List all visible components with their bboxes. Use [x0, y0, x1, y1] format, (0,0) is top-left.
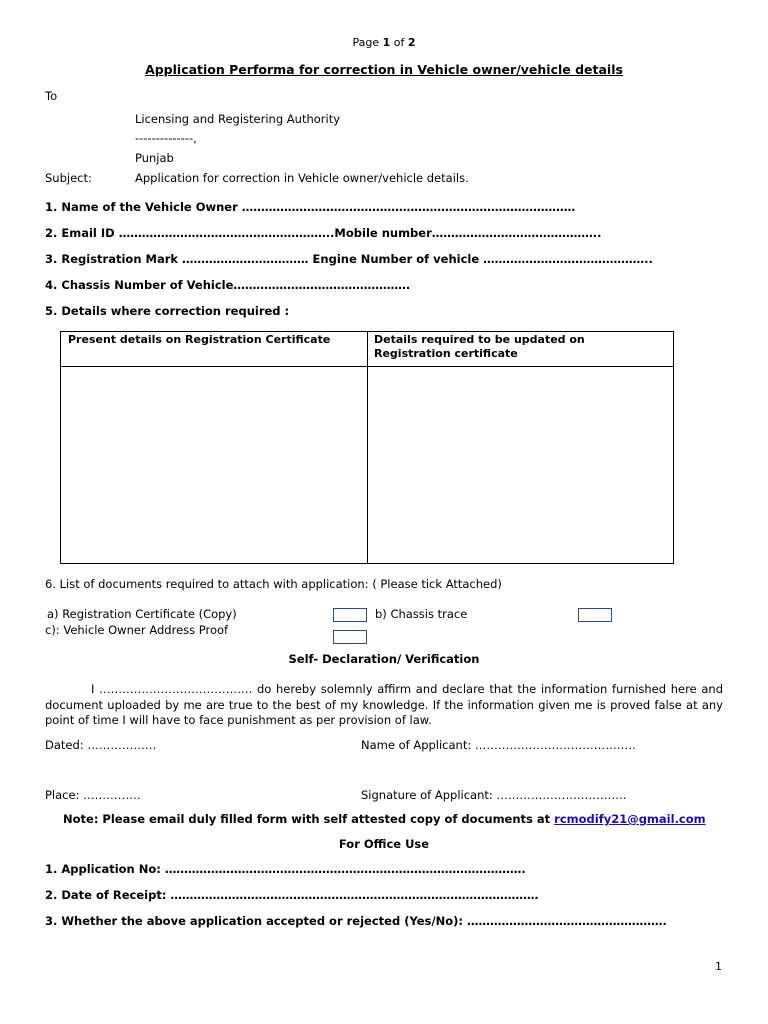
document-b-checkbox[interactable] [578, 608, 612, 622]
document-a-checkbox[interactable] [333, 608, 367, 622]
correction-table [60, 331, 674, 564]
documents-heading: 6. List of documents required to attach with application: ( Please tick Attached) [45, 577, 502, 591]
subject-label: Subject: [45, 171, 92, 185]
field-owner-name: 1. Name of the Vehicle Owner …………………………………………………………………………… [45, 200, 576, 214]
subject-text: Application for correction in Vehicle owner/vehicle details. [135, 171, 469, 185]
field-correction-heading: 5. Details where correction required : [45, 304, 290, 318]
signature-field: Signature of Applicant: ……………………………. [361, 788, 627, 802]
to-label: To [45, 89, 58, 103]
page-indicator [0, 36, 768, 49]
page-total: 2 [407, 36, 416, 49]
declaration-title: Self- Declaration/ Verification [288, 652, 480, 666]
page-current: 1 [382, 36, 391, 49]
email-link[interactable]: rcmodify21@gmail.com [554, 812, 706, 826]
table-header-required: Details required to be updated on Registration certificate [374, 333, 585, 360]
office-accepted-rejected: 3. Whether the above application accepted or rejected (Yes/No): ……………………………………………. [45, 914, 667, 928]
field-chassis-number: 4. Chassis Number of Vehicle………………………………………. [45, 278, 411, 292]
address-line-3: Punjab [135, 151, 174, 165]
field-email-mobile: 2. Email ID ………………………………………………..Mobile number…………………………………….. [45, 226, 602, 240]
form-title: Application Performa for correction in Vehicle owner/vehicle details [145, 62, 623, 77]
document-a-label: a) Registration Certificate (Copy) [47, 607, 237, 621]
declaration-text [45, 682, 723, 729]
document-c-label: c): Vehicle Owner Address Proof [45, 623, 229, 637]
applicant-name-field: Name of Applicant: …………………………………… [361, 738, 636, 752]
dated-field: Dated: ……………… [45, 738, 157, 752]
office-use-title: For Office Use [338, 837, 430, 851]
document-c-checkbox[interactable] [333, 630, 367, 644]
page-of: of [390, 36, 408, 49]
declaration-body: I …………………………………. do hereby solemnly affirm and declare that the information furnished here and document uploaded by me are true to the best of my knowledge. If the information given me is proved false at any point of time I will have to face punishment as per provision of law. [45, 682, 723, 727]
place-field: Place: …………… [45, 788, 141, 802]
page-prefix: Page [352, 36, 383, 49]
address-line-2: --------------, [135, 131, 197, 145]
email-note-text: Note: Please email duly filled form with self attested copy of documents at [63, 812, 555, 826]
table-header-present: Present details on Registration Certificate [68, 333, 331, 346]
field-registration-engine: 3. Registration Mark …………………………… Engine Number of vehicle …………………………………….. [45, 252, 653, 266]
footer-page-number: 1 [715, 960, 722, 973]
office-application-no: 1. Application No: …………………………………………………………………………………. [45, 862, 526, 876]
table-header-divider [61, 366, 673, 367]
email-note [63, 812, 706, 826]
address-line-1: Licensing and Registering Authority [135, 112, 341, 126]
office-date-of-receipt: 2. Date of Receipt: …………………………………………………………………………………… [45, 888, 539, 902]
document-b-label: b) Chassis trace [375, 607, 468, 621]
